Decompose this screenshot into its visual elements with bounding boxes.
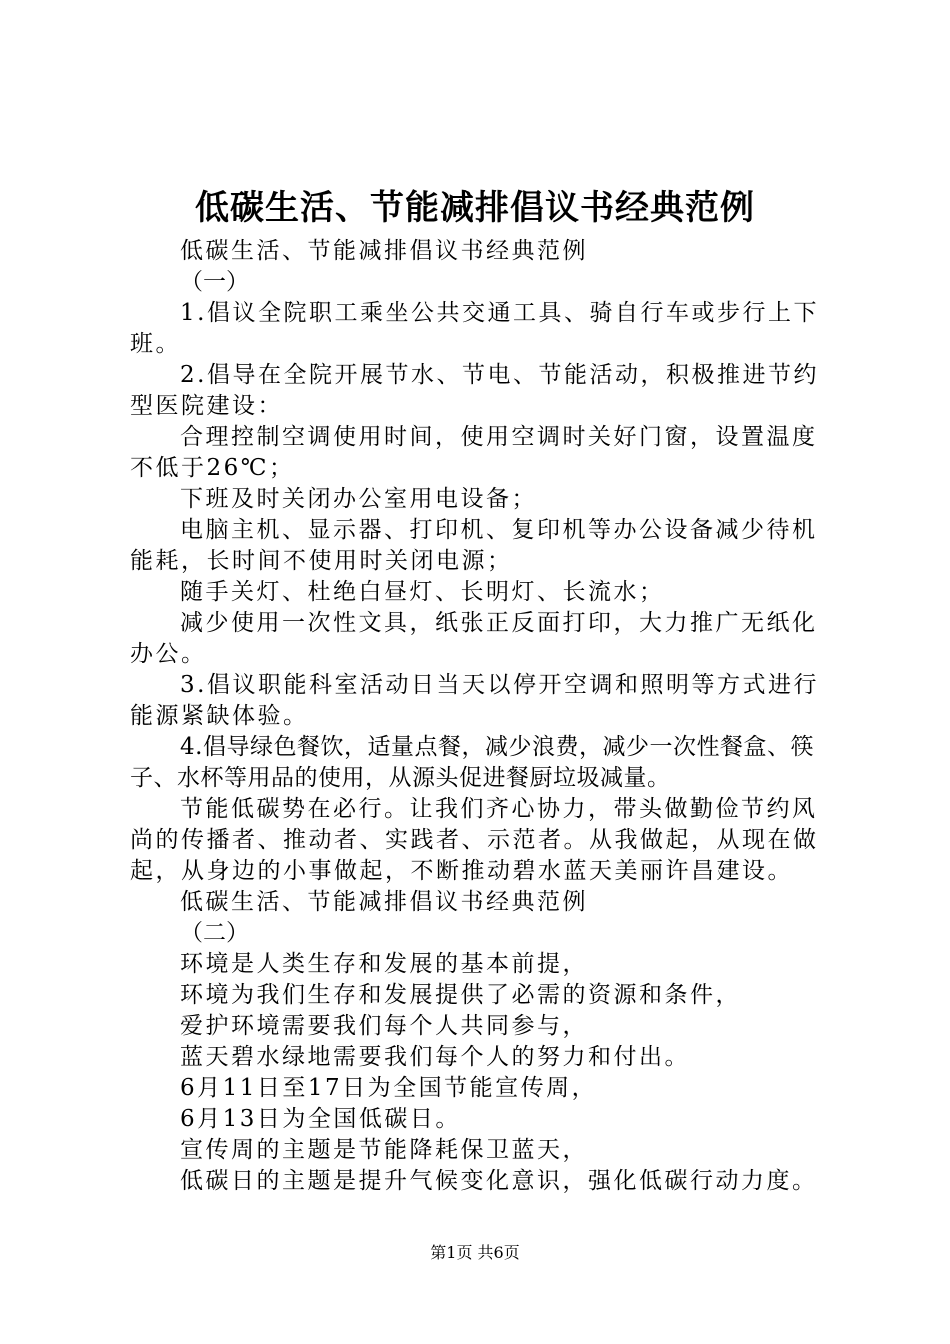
paragraph-heading: 低碳生活、节能减排倡议书经典范例 xyxy=(180,889,588,915)
paragraph: 2.倡导在全院开展节水、节电、节能活动，积极推进节约型医院建设： xyxy=(130,362,819,419)
paragraph: 6月11日至17日为全国节能宣传周， xyxy=(180,1075,598,1101)
paragraph: 随手关灯、杜绝白昼灯、长明灯、长流水； xyxy=(180,579,665,605)
paragraph: 蓝天碧水绿地需要我们每个人的努力和付出。 xyxy=(180,1044,690,1070)
section-number: （二） xyxy=(180,920,249,946)
paragraph: 合理控制空调使用时间，使用空调时关好门窗，设置温度不低于26℃； xyxy=(130,424,818,481)
paragraph: 减少使用一次性文具，纸张正反面打印，大力推广无纸化办公。 xyxy=(130,610,818,667)
paragraph: 下班及时关闭办公室用电设备； xyxy=(180,486,537,512)
paragraph: 6月13日为全国低碳日。 xyxy=(180,1106,461,1132)
paragraph-heading: 低碳生活、节能减排倡议书经典范例 xyxy=(180,238,588,264)
section-number: （一） xyxy=(180,269,249,295)
paragraph: 低碳日的主题是提升气候变化意识，强化低碳行动力度。 xyxy=(180,1168,818,1194)
paragraph: 电脑主机、显示器、打印机、复印机等办公设备减少待机能耗，长时间不使用时关闭电源； xyxy=(130,517,818,574)
paragraph: 爱护环境需要我们每个人共同参与， xyxy=(180,1013,588,1039)
paragraph: 环境是人类生存和发展的基本前提， xyxy=(180,951,588,977)
paragraph: 节能低碳势在必行。让我们齐心协力，带头做勤俭节约风尚的传播者、推动者、实践者、示范者。从我做起，从现在做起，从身边的小事做起，不断推动碧水蓝天美丽许昌建设。 xyxy=(130,796,819,884)
page-number-footer: 第1页 共6页 xyxy=(430,1243,520,1262)
paragraph: 3.倡议职能科室活动日当天以停开空调和照明等方式进行能源紧缺体验。 xyxy=(130,672,819,729)
paragraph: 4.倡导绿色餐饮，适量点餐，减少浪费，减少一次性餐盒、筷子、水杯等用品的使用，从源头促进餐厨垃圾减量。 xyxy=(130,734,814,791)
document-body xyxy=(130,236,830,1197)
document-title: 低碳生活、节能减排倡议书经典范例 xyxy=(195,188,755,228)
paragraph: 宣传周的主题是节能降耗保卫蓝天， xyxy=(180,1137,588,1163)
paragraph: 环境为我们生存和发展提供了必需的资源和条件， xyxy=(180,982,741,1008)
paragraph: 1.倡议全院职工乘坐公共交通工具、骑自行车或步行上下班。 xyxy=(130,300,819,357)
